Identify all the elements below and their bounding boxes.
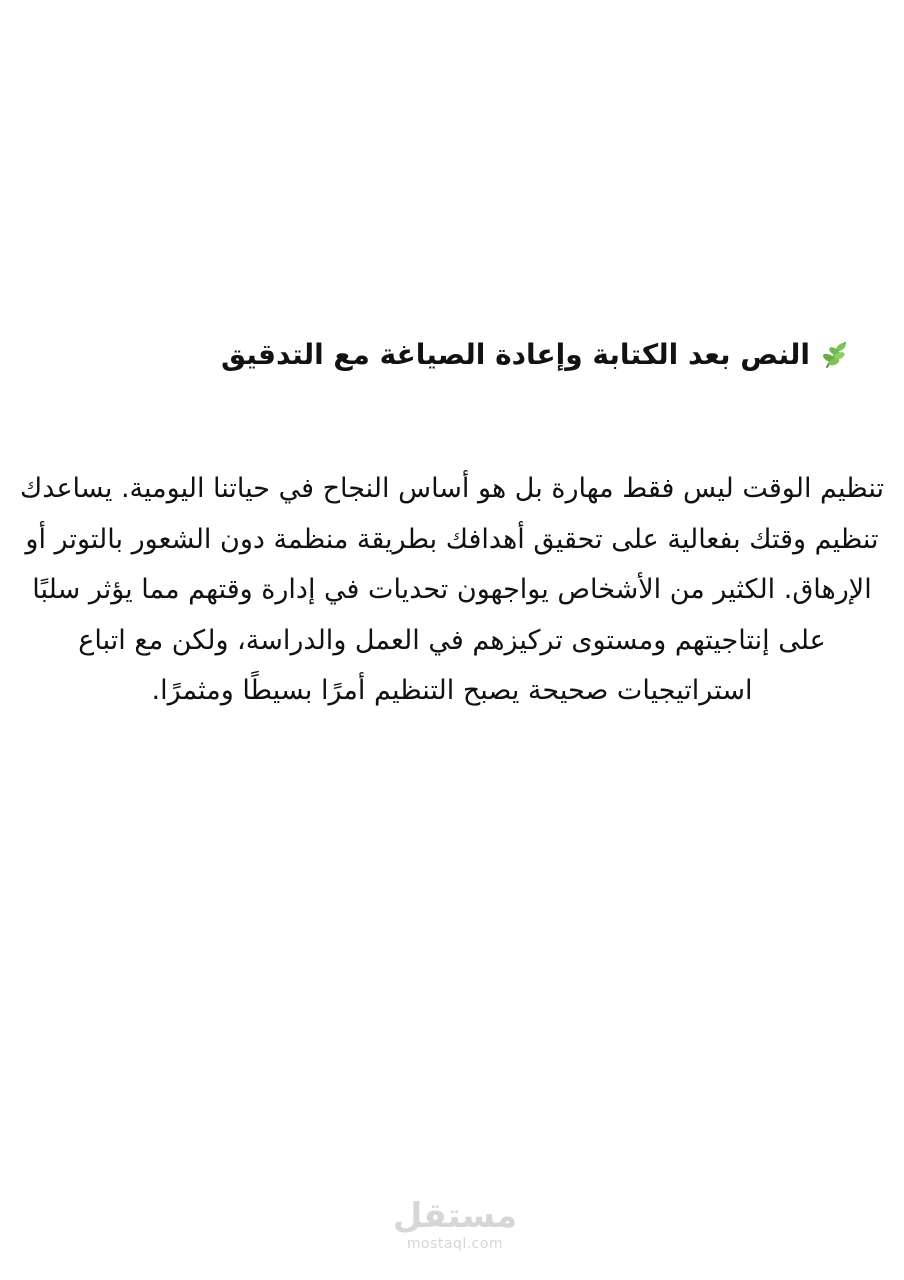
document-heading: النص بعد الكتابة وإعادة الصياغة مع التدقيق bbox=[220, 338, 810, 371]
herb-leaf-icon bbox=[818, 338, 852, 372]
heading-row bbox=[140, 330, 852, 380]
mostaql-watermark bbox=[380, 1196, 530, 1258]
document-paragraph: تنظيم الوقت ليس فقط مهارة بل هو أساس النجاح في حياتنا اليومية. يساعدك تنظيم وقتك بفعالية على تحقيق أهدافك بطريقة منظمة دون الشعور بالتوتر أو الإرهاق. الكثير من الأشخاص يواجهون تحديات في إدارة وقتهم مما يؤثر سلبًا على إنتاجيتهم ومستوى تركيزهم في العمل والدراسة، ولكن مع اتباع استراتيجيات صحيحة يصبح التنظيم أمرًا بسيطًا ومثمرًا. bbox=[20, 473, 884, 706]
watermark-arabic-logo: مستقل bbox=[392, 1196, 518, 1236]
watermark-domain: mostaql.com bbox=[406, 1236, 504, 1252]
